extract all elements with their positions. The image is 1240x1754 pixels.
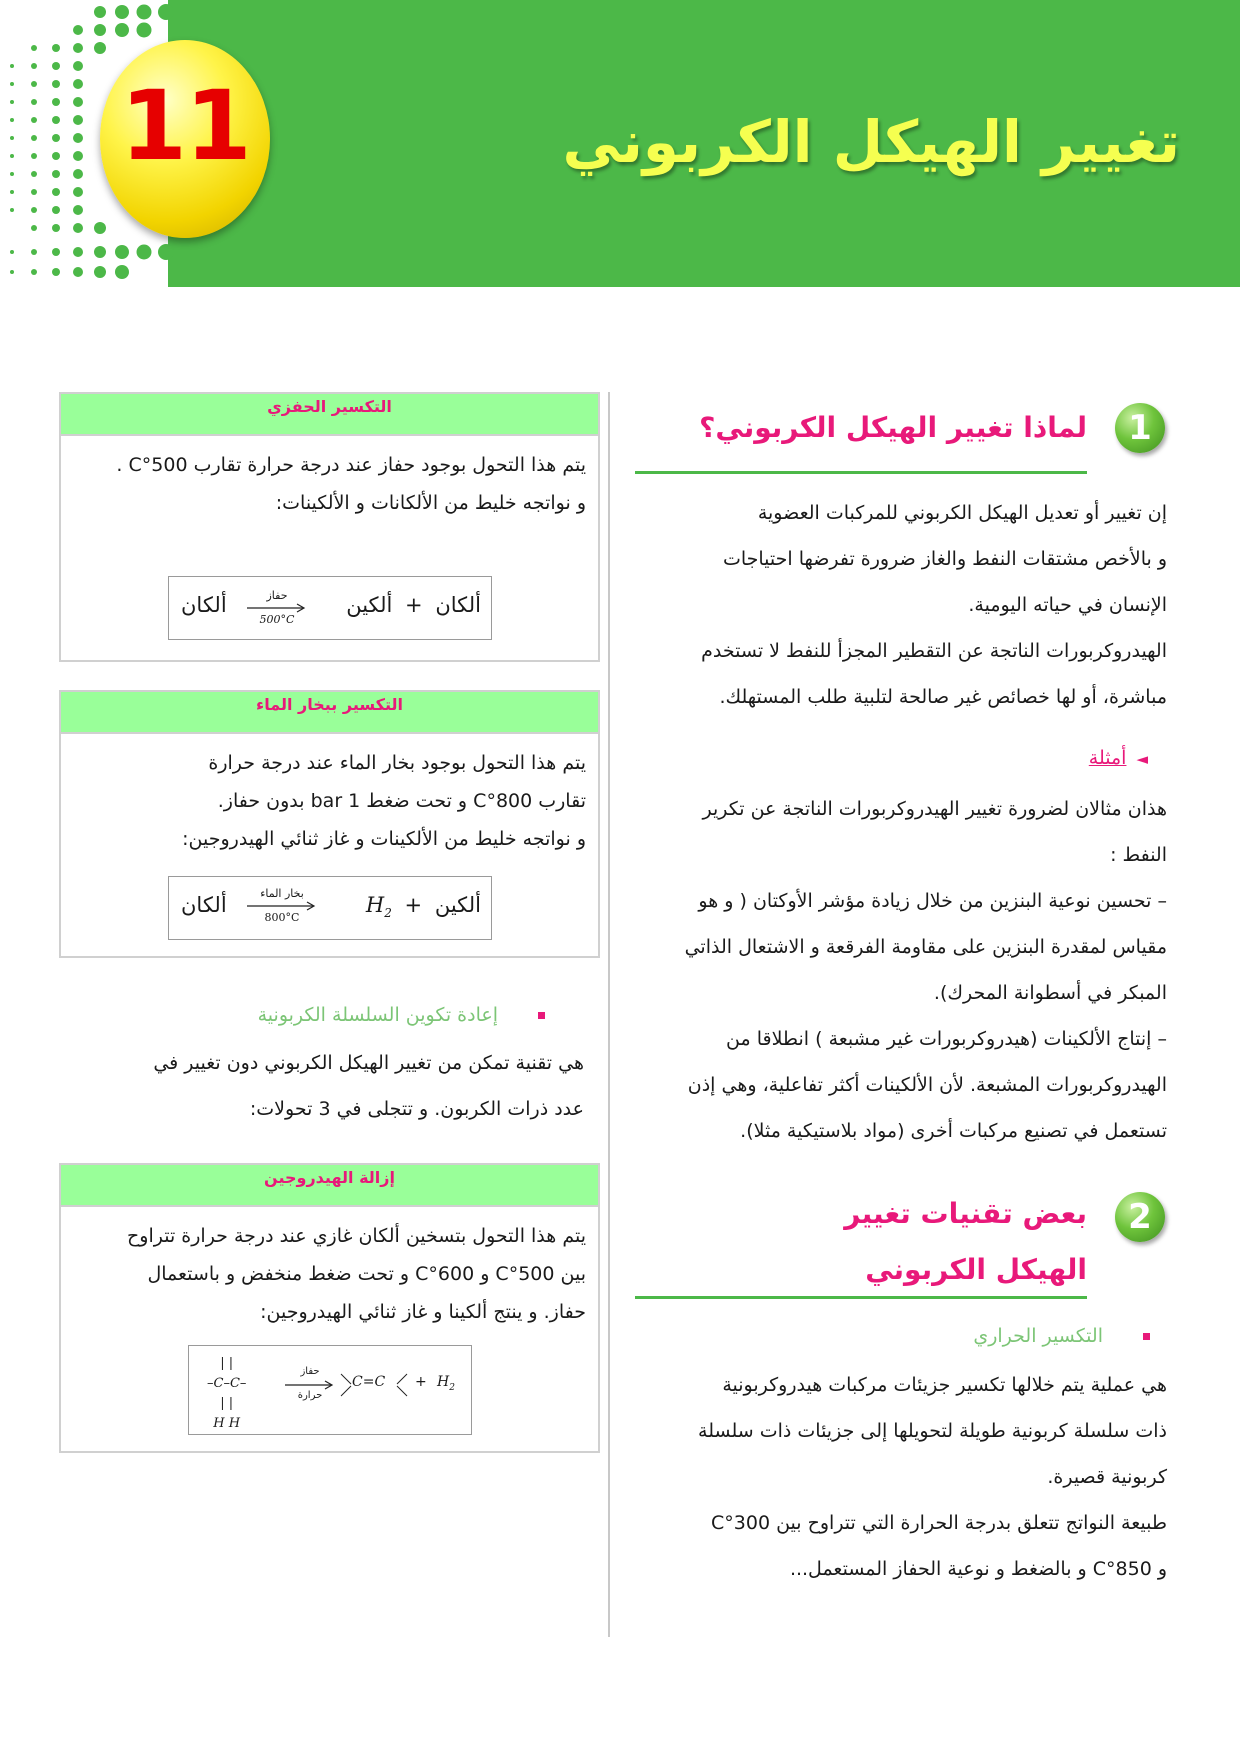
equation-products — [346, 593, 481, 617]
box-title: التكسير ببخار الماء — [61, 692, 598, 734]
right-arrow-icon — [285, 1380, 337, 1390]
examples-heading — [1089, 747, 1148, 769]
bond-lines: | | — [220, 1356, 234, 1371]
product-alkene: ألكين — [346, 593, 393, 617]
examples-link[interactable]: أمثلة — [1088, 747, 1127, 769]
reforming-heading — [258, 1004, 545, 1026]
hydrogen-symbol: H — [437, 1374, 450, 1390]
catalytic-cracking-box — [59, 392, 600, 662]
chapter-number: 11 — [120, 70, 250, 182]
arrow-condition-top: بخار الماء — [260, 887, 304, 900]
thermal-cracking-text — [647, 1362, 1167, 1592]
text-line: الإنسان في حياته اليومية. — [968, 594, 1167, 616]
bond-lines: | | — [220, 1396, 234, 1411]
text-line: و بالأخص مشتقات النفط والغاز ضرورة تفرضها احتياجات — [722, 548, 1167, 570]
text-line: هي عملية يتم خلالها تكسير جزيئات مركبات هيدروكربونية — [722, 1374, 1167, 1396]
text-line: المبكر في أسطوانة المحرك). — [933, 982, 1167, 1004]
text-line: هذان مثالان لضرورة تغيير الهيدروكربورات الناتجة عن تكرير — [702, 798, 1167, 820]
product-hydrogen — [437, 1374, 455, 1393]
arrow-condition-bottom: 500°C — [259, 613, 295, 626]
dehydrogenation-equation — [188, 1345, 472, 1435]
arrow-condition-top: حفاز — [266, 589, 288, 602]
product-hydrogen — [365, 893, 392, 921]
column-divider — [608, 392, 610, 1637]
alkane-structure — [207, 1354, 246, 1434]
section-title-line: بعض تقنيات تغيير — [844, 1197, 1087, 1230]
text-line: النفط : — [1110, 844, 1167, 866]
steam-cracking-box — [59, 690, 600, 958]
arrow-condition-bottom: 800°C — [264, 911, 300, 924]
text-line: مباشرة، أو لها خصائص غير صالحة لتلبية طلب المستهلك. — [719, 686, 1167, 708]
text-line: عدد ذرات الكربون. و تتجلى في 3 تحولات: — [249, 1098, 584, 1120]
box-title: التكسير الحفزي — [61, 394, 598, 436]
steam-equation — [168, 876, 492, 940]
subheading-text: التكسير الحراري — [973, 1325, 1103, 1347]
chapter-header — [0, 0, 1240, 287]
section-1-heading — [699, 400, 1165, 456]
section-title: لماذا تغيير الهيكل الكربوني؟ — [699, 411, 1087, 444]
bullet-icon — [538, 1012, 545, 1019]
section-rule — [635, 471, 1087, 474]
subheading-text: إعادة تكوين السلسلة الكربونية — [257, 1004, 498, 1026]
carbon-chain: –C–C– — [207, 1376, 247, 1391]
triangle-pointer-icon: ◄ — [1136, 750, 1148, 768]
section-1-intro — [647, 490, 1167, 720]
right-arrow-icon — [247, 901, 319, 911]
thermal-cracking-heading — [973, 1325, 1150, 1347]
equation-products — [366, 893, 481, 920]
alkene-product: C=C — [352, 1374, 386, 1390]
reaction-arrow — [247, 589, 307, 626]
text-line: تستعمل في تصنيع مركبات أخرى (مواد بلاستيكية مثلا). — [740, 1120, 1167, 1142]
reaction-arrow — [247, 887, 317, 924]
reforming-text — [54, 1040, 584, 1132]
examples-text — [647, 786, 1167, 1154]
section-2-heading — [844, 1186, 1165, 1298]
text-line: حفاز. و ينتج ألكينا و غاز ثنائي الهيدروجين: — [260, 1301, 586, 1323]
text-line: إن تغيير أو تعديل الهيكل الكربوني للمركبات العضوية — [757, 502, 1167, 524]
section-rule — [635, 1296, 1087, 1299]
text-line: طبيعة النواتج تتعلق بدرجة الحرارة التي تتراوح بين 300°C — [710, 1512, 1167, 1534]
text-line: مقياس لمقدرة البنزين على مقاومة الفرقعة و الاشتعال الذاتي — [684, 936, 1167, 958]
plus-sign: + — [405, 593, 423, 617]
arrow-condition-bottom: حرارة — [297, 1390, 323, 1401]
text-line: يتم هذا التحول بوجود بخار الماء عند درجة حرارة — [208, 752, 586, 774]
dehydrogenation-box — [59, 1163, 600, 1453]
text-line: بين 500°C و 600°C و تحت ضغط منخفض و باستعمال — [147, 1263, 586, 1285]
text-line: هي تقنية تمكن من تغيير الهيكل الكربوني دون تغيير في — [153, 1052, 584, 1074]
right-arrow-icon — [247, 603, 309, 613]
chapter-title: تغيير الهيكل الكربوني — [562, 108, 1180, 176]
text-line: يتم هذا التحول بتسخين ألكان غازي عند درجة حرارة تتراوح — [127, 1225, 586, 1247]
plus-sign: + — [404, 893, 423, 917]
text-line: يتم هذا التحول بوجود حفاز عند درجة حرارة تقارب 500°C . — [116, 454, 586, 476]
text-line: تقارب 800°C و تحت ضغط 1 bar بدون حفاز. — [217, 790, 586, 812]
plus-sign: + — [415, 1374, 427, 1390]
arrow-condition-top: حفاز — [300, 1366, 320, 1377]
text-line: و 850°C و بالضغط و نوعية الحفاز المستعمل... — [789, 1558, 1167, 1580]
reactant-alkane: ألكان — [181, 593, 227, 617]
bullet-icon — [1143, 1333, 1150, 1340]
catalytic-equation — [168, 576, 492, 640]
text-line: و نواتجه خليط من الألكانات و الألكينات: — [275, 492, 586, 514]
text-line: – تحسين نوعية البنزين من خلال زيادة مؤشر الأوكتان ( و هو — [698, 890, 1167, 912]
hydrogen-subscript: 2 — [449, 1382, 455, 1393]
reaction-arrow — [285, 1366, 335, 1401]
hydrogen-atoms: H H — [213, 1416, 241, 1431]
text-line: الهيدروكربورات المشبعة. لأن الألكينات أكثر تفاعلية، وهي إذن — [687, 1074, 1167, 1096]
section-number-badge: 1 — [1115, 403, 1165, 453]
hydrogen-subscript: 2 — [384, 906, 392, 921]
box-text — [61, 734, 598, 858]
section-number-badge: 2 — [1115, 1192, 1165, 1242]
section-title-line: الهيكل الكربوني — [865, 1253, 1087, 1286]
product-alkane: ألكان — [435, 593, 481, 617]
hydrogen-symbol: H — [365, 893, 385, 917]
text-line: ذات سلسلة كربونية طويلة لتحويلها إلى جزيئات ذات سلسلة — [698, 1420, 1167, 1442]
product-alkene: ألكين — [434, 893, 481, 917]
text-line: كربونية قصيرة. — [1047, 1466, 1167, 1488]
text-line: الهيدروكربورات الناتجة عن التقطير المجزأ للنفط لا تستخدم — [701, 640, 1167, 662]
text-line: – إنتاج الألكينات (هيدروكربورات غير مشبعة ) انطلاقا من — [726, 1028, 1167, 1050]
box-text — [61, 436, 598, 522]
reactant-alkane: ألكان — [181, 893, 227, 917]
text-line: و نواتجه خليط من الألكينات و غاز ثنائي الهيدروجين: — [182, 828, 586, 850]
box-text — [61, 1207, 598, 1331]
box-title: إزالة الهيدروجين — [61, 1165, 598, 1207]
section-title — [844, 1186, 1087, 1298]
